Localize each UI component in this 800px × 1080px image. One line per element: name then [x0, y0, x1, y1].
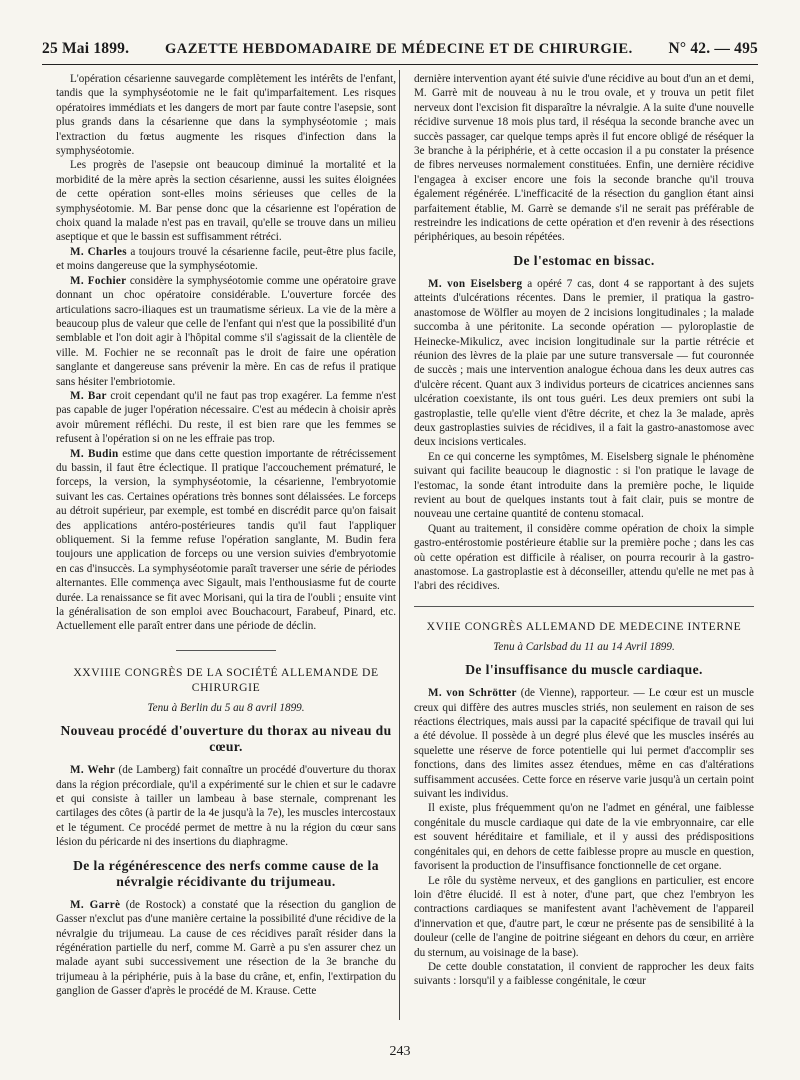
paragraph: dernière intervention ayant été suivie d'une récidive au bout d'un an et demi, M. Garrè mit de nouveau à nu le trou ovale, et y trouva un petit filet nerveux dont l'excision fit disparaître la névralgie. A la suite d'une nouvelle récidive survenue 18 mois plus tard, il réséqua la seconde branche avec un succès passager, car quelque temps après il fut encore obligé de réséquer la 3e branche à la périphérie, et à cette occasion il a pu constater la présence de fibres nerveuses normalement constituées. Enfin, une dernière récidive l'engagea à exciser encore une fois la seconde branche qu'il trouva également régénérée. L'inefficacité de la résection du ganglion étant ainsi parfaitement établie, M. Garrè se demande s'il ne serait pas préférable de restreindre les indications de cette opération et d'en revenir à des résections périphériques, au besoin répétées.	[414, 73, 754, 244]
left-column	[56, 72, 396, 999]
speaker-name: M. Charles	[70, 245, 127, 258]
paragraph: M. Garrè (de Rostock) a constaté que la résection du ganglion de Gasser n'exclut pas d'une manière certaine la possibilité d'une récidive de la névralgie du trijumeau. La cause de ces récidives paraît résider dans la régénération partielle du nerf, comme M. Garrè a pu s'en assurer chez un malade ayant subi successivement une résection de la 3e branche du trijumeau à la périphérie, puis à la base du crâne, et, enfin, l'extirpation du ganglion de Gasser d'après le procédé de M. Krause. Cette	[56, 898, 396, 998]
paragraph: M. von Schrötter (de Vienne), rapporteur. — Le cœur est un muscle creux qui diffère des autres muscles striés, non seulement en raison de ses réactions électriques, mais aussi par la capacité spécifique de travail qui lui a été dévolue. Il possède à un degré plus élevé que les muscles insérés au squelette une réserve de force potentielle qui lui permet d'accomplir ses fonctions, dans des limites assez étendues, même en cas d'altérations suffisamment accusées. Cette force en réserve varie jusqu'à un certain point suivant les individus.	[414, 687, 754, 801]
speaker-name: M. von Schrötter	[428, 687, 517, 700]
column-divider	[399, 70, 400, 1020]
section-separator	[414, 606, 754, 607]
article-title: De la régénérescence des nerfs comme cause de la névralgie récidivante du trijumeau.	[73, 857, 379, 889]
running-header	[42, 40, 758, 64]
paragraph: L'opération césarienne sauvegarde complètement les intérêts de l'enfant, tandis que la symphyséotomie ne le fait qu'imparfaitement. Les risques opératoires immédiats et les dangers de mort par faute contre l'asepsie, sont plus grands dans la césarienne que dans la symphyséotomie ; mais l'extraction du fœtus augmente les risques d'infection dans la symphyséotomie.	[56, 73, 396, 158]
page-number: 243	[389, 1044, 411, 1059]
section-separator	[176, 650, 276, 651]
article-title: Nouveau procédé d'ouverture du thorax au niveau du cœur.	[60, 723, 392, 755]
article-title: De l'estomac en bissac.	[513, 252, 655, 268]
speaker-name: M. Fochier	[70, 274, 127, 287]
right-column	[414, 72, 754, 989]
paragraph: M. Charles a toujours trouvé la césarienne facile, peut-être plus facile, et moins dangereuse que la symphyséotomie.	[56, 245, 396, 273]
speaker-name: M. Garrè	[70, 898, 121, 911]
speaker-name: M. Bar	[70, 389, 107, 402]
paragraph: Quant au traitement, il considère comme opération de choix la simple gastro-entérostomie postérieure établie sur la première poche ; dans les cas où cette opération est difficile à réaliser, on pourra recourir à la gastro-anastomose. La gastroplastie est à déconseiller, attendu qu'elle ne met pas à l'abri des récidives.	[414, 522, 754, 593]
speaker-name: M. von Eiselsberg	[428, 277, 523, 290]
article-title: De l'insuffisance du muscle cardiaque.	[465, 662, 703, 678]
congress-heading: XXVIIIE CONGRÈS DE LA SOCIÉTÉ ALLEMANDE DE CHIRURGIE	[73, 665, 379, 694]
header-rule	[42, 64, 758, 65]
paragraph: Il existe, plus fréquemment qu'on ne l'admet en général, une faiblesse congénitale du muscle cardiaque qui date de la vie embryonnaire, car elle est souvent héréditaire et familiale, et il y aussi des prédispositions congénitales qui, en dehors de cette faiblesse propre au muscle en question, favorisent la production de l'insuffisance fonctionnelle de cet organe.	[414, 802, 754, 873]
meeting-dates: Tenu à Carlsbad du 11 au 14 Avril 1899.	[493, 640, 675, 653]
meeting-dates: Tenu à Berlin du 5 au 8 avril 1899.	[147, 701, 305, 714]
speaker-name: M. Wehr	[70, 764, 116, 777]
paragraph: Les progrès de l'asepsie ont beaucoup diminué la mortalité et la morbidité de la mère après la section césarienne, aussi les suites éloignées de cette opération sont-elles moins sérieuses que celles de la symphyséotomie. M. Bar pense donc que la césarienne est l'opération de choix quand la malade n'est pas en travail, qu'elle se trouve dans un milieu aseptique et que le bassin est suffisamment rétréci.	[56, 159, 396, 244]
speaker-name: M. Budin	[70, 447, 119, 460]
congress-heading: XVIIE CONGRÈS ALLEMAND DE MEDECINE INTERNE	[426, 619, 742, 633]
paragraph: M. Wehr (de Lamberg) fait connaître un procédé d'ouverture du thorax dans la région précordiale, qu'il a expérimenté sur le chien et sur le cadavre et qui consiste à tailler un lambeau à base sternale, comprenant les cartilages des côtes (à partir de la 4e jusqu'à la 7e), les muscles intercostaux et le tégument. Ce procédé permet de mettre à nu la région du cœur sans lésion du péricarde ni des insertions du diaphragme.	[56, 764, 396, 849]
journal-title: GAZETTE HEBDOMADAIRE DE MÉDECINE ET DE CHIRURGIE.	[164, 41, 633, 57]
paragraph: M. Fochier considère la symphyséotomie comme une opératoire grave donnant un choc opératoire considérable. L'ouverture forcée des articulations sacro-iliaques est un traumatisme sérieux. La vie de la mère a beaucoup plus de valeur que celle de l'enfant qui n'est que la possibilité d'un semblable et l'on doit agir à l'hôpital comme s'il s'agissait de la clientèle de ville. M. Fochier ne se reconnaît pas le droit de faire une opération sanglante et dangereuse sans prévenir la mère. En cas de refus il pratique sans hésiter l'embriotomie.	[56, 274, 396, 388]
paragraph: M. Bar croit cependant qu'il ne faut pas trop exagérer. La femme n'est pas capable de juger l'opération nécessaire. C'est au médecin à choisir après avoir mûrement réfléchi. Du reste, il est bien rare que les femmes se refusent à l'opération si on ne les effraie pas trop.	[56, 389, 396, 446]
header-issue: N° 42. — 495	[668, 40, 758, 57]
paragraph: M. von Eiselsberg a opéré 7 cas, dont 4 se rapportant à des sujets atteints d'ulcérations récentes. Dans le premier, il pratiqua la gastro-anastomose de Wölfler au moyen de 2 incisions longitudinales ; la malade succomba à une péritonite. La seconde opération — pyloroplastie de Heinecke-Mikulicz, avec incision longitudinale sur la partie rétrécie et réunion des lèvres de la plaie par une suture transversale — fut couronnée de succès ; mais une intervention analogue échoua dans les deux autres cas d'ulcère récent. Quant aux 3 individus porteurs de cicatrices anciennes sans ulcération coexistante, ils ont tous guéri. Les deux premiers ont subi la gastroplastie, telle qu'elle vient d'être décrite, et chez la 3e malade, après deux gastroplasties suivies de récidives, il a fait la gastro-anastomose avec deux incisions verticales.	[414, 277, 755, 449]
paragraph: En ce qui concerne les symptômes, M. Eiselsberg signale le phénomène suivant qui facilite beaucoup le diagnostic : si l'on pratique le lavage de l'estomac, la sonde étant introduite dans la première poche, le liquide revient au bout de quelques instants tout à fait clair, puis se montre de nouveau une certaine quantité de contenu stomacal.	[414, 450, 754, 521]
header-date: 25 Mai 1899.	[42, 40, 130, 57]
paragraph: Le rôle du système nerveux, et des ganglions en particulier, est encore loin d'être élucidé. Il est à noter, d'une part, que chez l'embryon les contractions cardiaques se manifestent avant l'achèvement de l'appareil d'innervation et que, d'autre part, le cœur ne présente pas de sensibilité à la douleur (celle de l'angine de poitrine siégeant en dehors du cœur, en arrière du sternum, au voisinage de la base).	[414, 874, 754, 959]
paragraph: De cette double constatation, il convient de rapprocher les deux faits suivants : lorsqu'il y a faiblesse congénitale, le cœur	[414, 960, 754, 988]
paragraph: M. Budin estime que dans cette question importante de rétrécissement du bassin, il faut être éclectique. Il pratique l'accouchement prématuré, le forceps, la version, la symphyséotomie, la césarienne, l'embryotomie suivant les cas. Certaines opérations très bonnes sont délaissées. Le forceps au détroit supérieur, par exemple, est tombé en discrédit parce qu'on faisait des applications antéro-postérieures tandis qu'il faut l'appliquer obliquement. Si la femme refuse l'opération sanglante, M. Budin fera toujours une application de forceps ou une version suivies d'embryotomie en cas d'insuccès. La symphyséotomie paraît traverser une série de périodes alternantes. Elle commença avec Sigault, mais l'enthousiasme fut de courte durée. La renaissance se fit avec Morisani, qui la tira de l'oubli ; ensuite vint la généralisation de son emploi avec Bouchacourt, Farabeuf, Pinard, etc. Actuellement elle paraît entrer dans une période de déclin.	[56, 447, 396, 633]
